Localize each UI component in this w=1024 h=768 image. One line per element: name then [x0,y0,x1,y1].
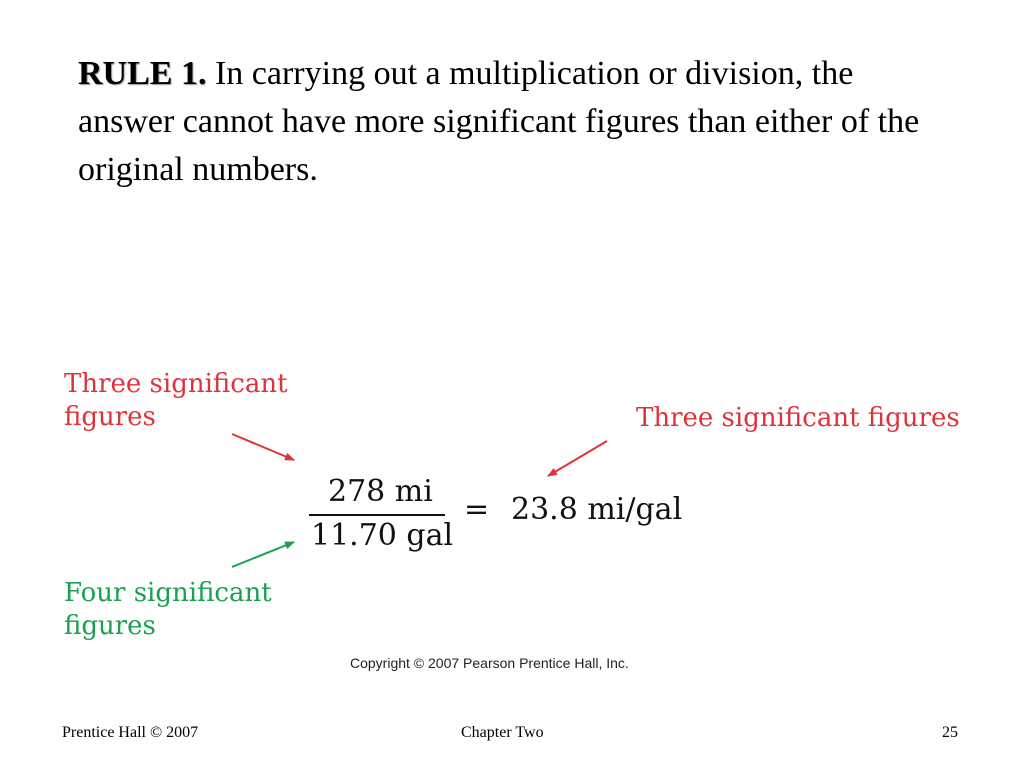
numerator-arrow [232,434,294,460]
equals-sign: = [464,492,490,527]
fraction-bar [309,514,445,516]
denominator-annotation-line-2: figures [64,611,156,641]
equation-numerator: 278 mi [328,474,433,509]
page-number: 25 [942,724,958,741]
rule-body: In carrying out a multiplication or division, the answer cannot have more significant figures than either of the original numbers. [78,55,920,188]
footer-chapter: Chapter Two [461,724,544,741]
result-annotation: Three significant figures [636,403,960,433]
numerator-annotation-line-2: figures [64,402,156,432]
rule-label: RULE 1. [78,55,207,92]
equation-result: 23.8 mi/gal [511,492,683,527]
denominator-arrow [232,542,294,567]
result-arrow [548,441,607,476]
rule-statement [78,50,958,194]
denominator-annotation [64,577,272,643]
numerator-annotation-line-1: Three significant [64,369,288,399]
numerator-annotation [64,368,288,434]
equation-denominator: 11.70 gal [311,518,454,553]
footer-publisher: Prentice Hall © 2007 [62,724,199,741]
denominator-annotation-line-1: Four significant [64,578,272,608]
figure-copyright: Copyright © 2007 Pearson Prentice Hall, Inc. [350,655,629,671]
